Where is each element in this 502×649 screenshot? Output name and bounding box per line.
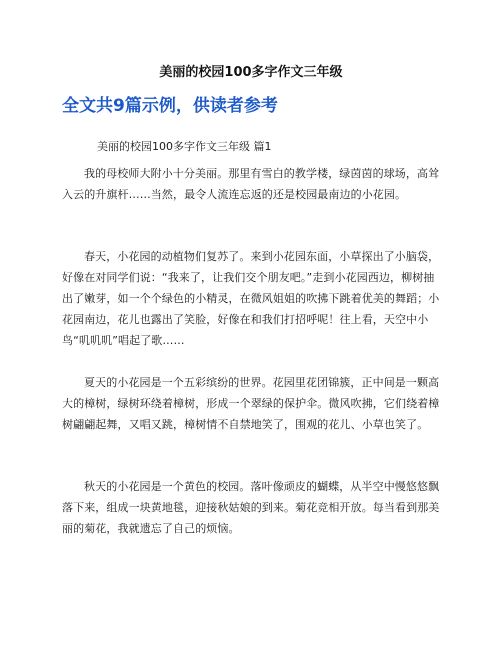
paragraph-1: 我的母校师大附小十分美丽。那里有雪白的教学楼，绿茵茵的球场，高耸入云的升旗杆……当然，最令人流连忘返的还是校园最南边的小花园。: [62, 167, 440, 201]
section-subtitle: 美丽的校园100多字作文三年级 篇1: [97, 140, 272, 153]
paragraph-3: 夏天的小花园是一个五彩缤纷的世界。花园里花团锦簇，正中间是一颗高大的樟树，绿树环绕着樟树，形成一个翠绿的保护伞。微风吹拂，它们绕着樟树翩翩起舞，又唱又跳，樟树情不自禁地笑了，围观的花儿、小草也笑了。: [62, 376, 440, 431]
document-title: 美丽的校园100多字作文三年级: [159, 65, 343, 80]
headline: 全文共9篇示例，供读者参考: [62, 96, 278, 116]
paragraph-2: 春天，小花园的动植物们复苏了。来到小花园东面，小草探出了小脑袋，好像在对同学们说：“我来了，让我们交个朋友吧。”走到小花园西边，柳树抽出了嫩芽，如一个个绿色的小精灵，在微风姐姐的吹拂下跳着优美的舞蹈；小花园南边，花儿也露出了笑脸，好像在和我们打招呼呢！往上看，天空中小鸟“叽叽叽”唱起了歌……: [62, 250, 440, 347]
paragraph-4: 秋天的小花园是一个黄色的校园。落叶像顽皮的蝴蝶，从半空中慢悠悠飘落下来，组成一块黄地毯，迎接秋姑娘的到来。菊花竞相开放。每当看到那美丽的菊花，我就遗忘了自己的烦恼。: [62, 480, 440, 535]
